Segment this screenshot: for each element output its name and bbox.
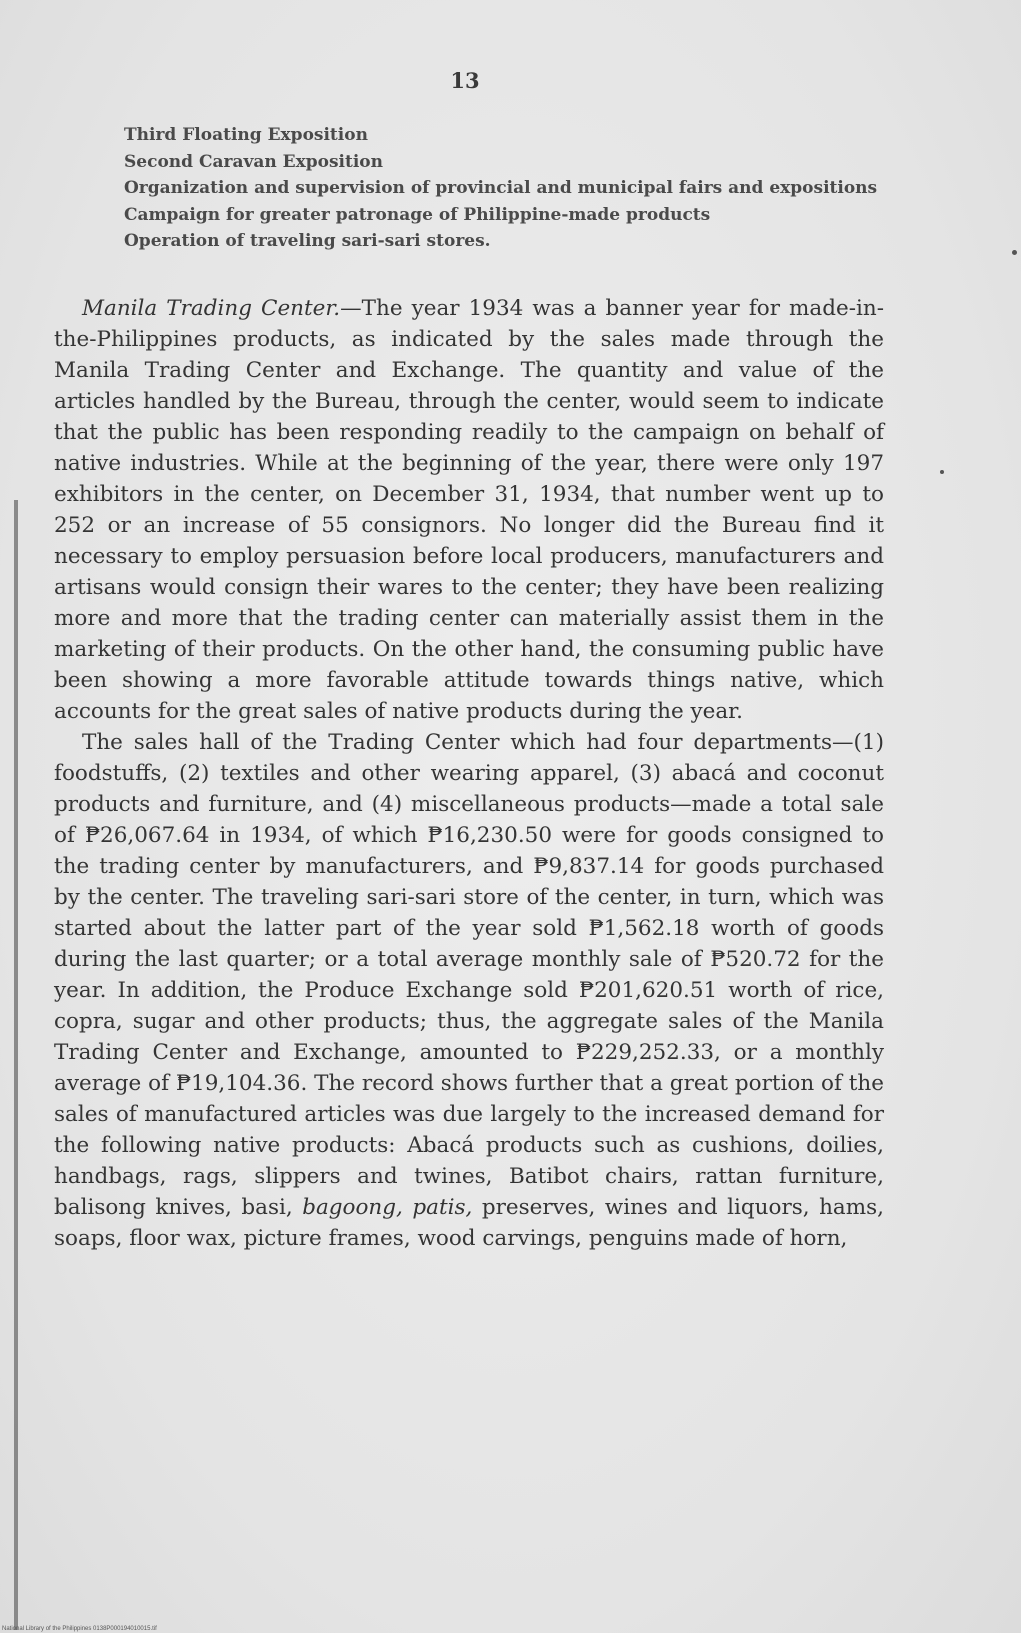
list-item: Third Floating Exposition <box>124 125 368 145</box>
paragraph-text: —The year 1934 was a banner year for made-in-the-Philippines products, as indicated by the sales made through the Manila Trading Center and Exchange. The quantity and value of the articles handled by the Bureau, through the center, would seem to indicate that the public has been responding readily to the campaign on behalf of native industries. While at the beginning of the year, there were only 197 exhibitors in the center, on December 31, 1934, that number went up to 252 or an increase of 55 consignors. No longer did the Bureau find it necessary to employ persuasion before local producers, manufacturers and artisans would consign their wares to the center; they have been realizing more and more that the trading center can materially assist them in the marketing of their products. On the other hand, the consuming public have been showing a more favorable attitude towards things native, which accounts for the great sales of native products during the year. <box>54 296 884 724</box>
section-heading: Manila Trading Center. <box>82 296 341 321</box>
paragraph <box>54 727 884 1254</box>
activities-list <box>124 122 894 255</box>
paragraph-text: preserves, wines and liquors, hams, soaps, floor wax, picture frames, wood carvings, penguins made of horn, <box>54 1195 884 1251</box>
scan-speck <box>940 470 944 474</box>
scan-speck <box>1012 250 1017 255</box>
list-item: Organization and supervision of provincial and municipal fairs and expositions <box>124 178 878 198</box>
italic-terms: bagoong, patis, <box>302 1195 473 1220</box>
paragraph <box>54 293 884 727</box>
list-item: Second Caravan Exposition <box>124 151 383 172</box>
paragraph-text: The sales hall of the Trading Center which had four departments—(1) foodstuffs, (2) textiles and other wearing apparel, (3) abacá and coconut products and furniture, and (4) miscellaneous products—made a total sale of ₱26,067.64 in 1934, of which ₱16,230.50 were for goods consigned to the trading center by manufacturers, and ₱9,837.14 for goods purchased by the center. The traveling sari-sari store of the center, in turn, which was started about the latter part of the year sold ₱1,562.18 worth of goods during the last quarter; or a total average monthly sale of ₱520.72 for the year. In addition, the Produce Exchange sold ₱201,620.51 worth of rice, copra, sugar and other products; thus, the aggregate sales of the Manila Trading Center and Exchange, amounted to ₱229,252.33, or a monthly average of ₱19,104.36. The record shows further that a great portion of the sales of manufactured articles was due largely to the increased demand for the following native products: Abacá products such as cushions, doilies, handbags, rags, slippers and twines, Batibot chairs, rattan furniture, balisong knives, basi, <box>54 730 884 1220</box>
binding-edge <box>14 500 18 1630</box>
body-text <box>54 293 884 1254</box>
page-number: 13 <box>450 68 480 93</box>
list-item: Campaign for greater patronage of Philippine-made products <box>124 204 711 225</box>
list-item: Operation of traveling sari-sari stores. <box>124 231 491 251</box>
footer-stamp: National Library of the Philippines 0138P000194010015.tif <box>2 1626 157 1632</box>
